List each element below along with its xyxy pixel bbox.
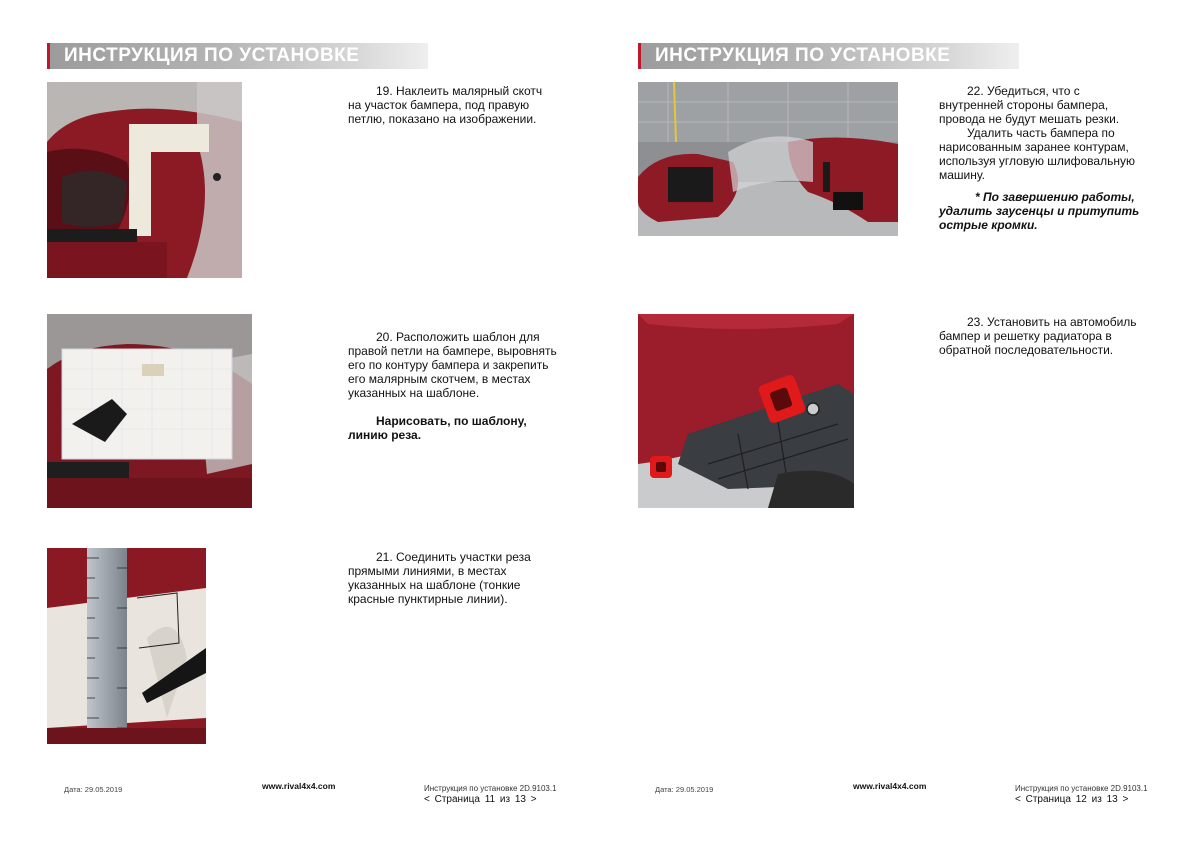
step-bold-line: Нарисовать, по шаблону, <box>376 414 527 428</box>
step-text-line: внутренней стороны бампера, <box>939 98 1109 112</box>
step-text-line: 23. Установить на автомобиль <box>967 315 1137 329</box>
footer-document-id: Инструкция по установке 2D.9103.1 <box>424 784 557 793</box>
step-text-line: правой петли на бампере, выровнять <box>348 344 557 358</box>
step-text-line: бампер и решетку радиатора в <box>939 329 1112 343</box>
footer-page-number: < Страница 11 из 13 > <box>424 794 537 805</box>
step-19-text <box>348 84 558 126</box>
step-21-photo <box>47 548 206 744</box>
section-title-bar <box>638 43 1019 69</box>
section-title: ИНСТРУКЦИЯ ПО УСТАНОВКЕ <box>64 45 360 66</box>
step-text-line: его малярным скотчем, в местах <box>348 372 531 386</box>
step-bold-line: линию реза. <box>348 428 422 442</box>
step-note-line: удалить заусенцы и притупить <box>939 204 1140 218</box>
step-text-line: 22. Убедиться, что с <box>967 84 1080 98</box>
step-text-line: 21. Соединить участки реза <box>376 550 531 564</box>
step-text-line: красные пунктирные линии). <box>348 592 508 606</box>
step-note-line: острые кромки. <box>939 218 1038 232</box>
footer-page-number: < Страница 12 из 13 > <box>1015 794 1129 805</box>
footer-date: Дата: 29.05.2019 <box>655 785 714 794</box>
page-12 <box>591 0 1191 848</box>
step-text-line: прямыми линиями, в местах <box>348 564 507 578</box>
step-22-text <box>939 84 1154 232</box>
step-21-text <box>348 550 558 606</box>
step-19-photo <box>47 82 242 278</box>
step-text-line: обратной последовательности. <box>939 343 1114 357</box>
footer-website-link[interactable]: www.rival4x4.com <box>262 781 336 791</box>
step-20-photo <box>47 314 252 508</box>
step-text-line: 19. Наклеить малярный скотч <box>376 84 543 98</box>
step-text-line: указанных на шаблоне. <box>348 386 480 400</box>
step-text-line: петлю, показано на изображении. <box>348 112 537 126</box>
section-title: ИНСТРУКЦИЯ ПО УСТАНОВКЕ <box>655 45 951 66</box>
footer-date: Дата: 29.05.2019 <box>64 785 123 794</box>
step-text-line: Удалить часть бампера по <box>967 126 1115 140</box>
step-text-line: указанных на шаблоне (тонкие <box>348 578 521 592</box>
step-20-text <box>348 330 563 442</box>
step-note-line: * По завершению работы, <box>975 190 1135 204</box>
step-text-line: 20. Расположить шаблон для <box>376 330 540 344</box>
step-22-photo <box>638 82 898 236</box>
step-23-text <box>939 315 1154 357</box>
step-text-line: используя угловую шлифовальную <box>939 154 1135 168</box>
footer-document-id: Инструкция по установке 2D.9103.1 <box>1015 784 1148 793</box>
step-text-line: его по контуру бампера и закрепить <box>348 358 549 372</box>
step-text-line: нарисованным заранее контурам, <box>939 140 1129 154</box>
step-text-line: на участок бампера, под правую <box>348 98 530 112</box>
step-text-line: машину. <box>939 168 986 182</box>
section-title-bar <box>47 43 428 69</box>
footer-website-link[interactable]: www.rival4x4.com <box>853 781 927 791</box>
step-23-photo <box>638 314 854 508</box>
step-text-line: провода не будут мешать резки. <box>939 112 1120 126</box>
